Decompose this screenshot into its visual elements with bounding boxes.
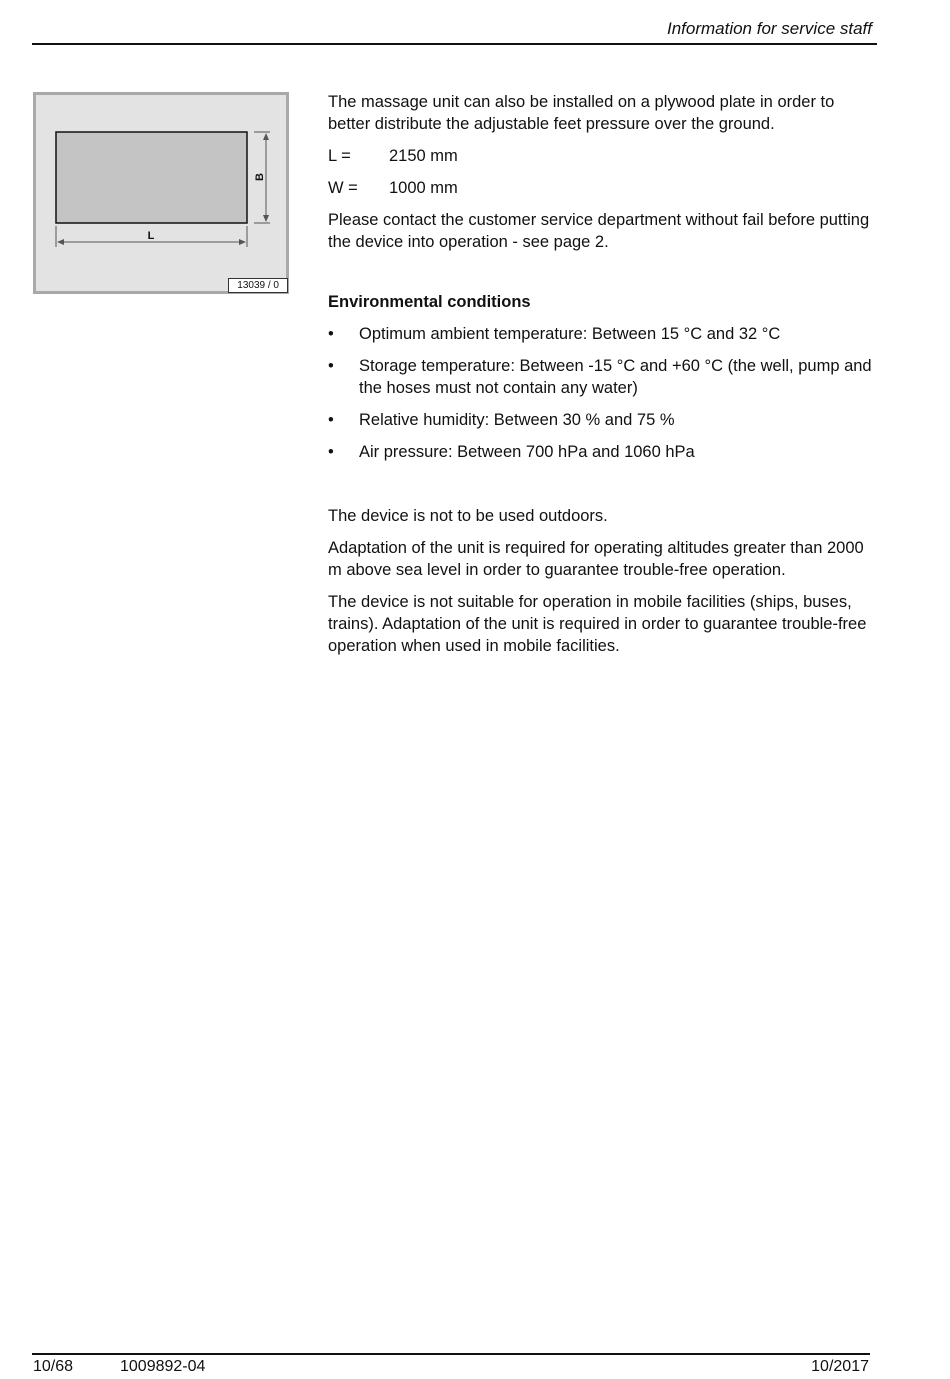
list-item: • Air pressure: Between 700 hPa and 1060 hPa [328, 441, 878, 463]
dimension-label: L = [328, 147, 351, 165]
altitude-note: Adaptation of the unit is required for operating altitudes greater than 2000 m above sea level in order to guarantee trouble-free operation. [328, 539, 864, 579]
dimension-width-row [328, 177, 878, 199]
plate-rectangle [56, 132, 247, 223]
dimension-value: 1000 mm [389, 179, 458, 197]
dimension-value: 2150 mm [389, 147, 458, 165]
header-rule [32, 43, 877, 45]
section-heading: Environmental conditions [328, 293, 531, 311]
width-dimension-label: B [254, 173, 266, 181]
dimension-length-row [328, 145, 878, 167]
mobile-facilities-note: The device is not suitable for operation in mobile facilities (ships, buses, trains). Adaptation of the unit is required in order to guarantee trouble-free operation when used in mobile facilities. [328, 593, 867, 655]
main-content [328, 91, 878, 667]
environment-list [328, 323, 878, 463]
contact-note: Please contact the customer service department without fail before putting the device into operation - see page 2. [328, 211, 870, 251]
plywood-plate-figure [33, 92, 289, 294]
document-date: 10/2017 [811, 1358, 869, 1375]
page-number: 10/68 [33, 1358, 74, 1375]
dimension-label: W = [328, 179, 358, 197]
list-item: • Optimum ambient temperature: Between 15 °C and 32 °C [328, 323, 878, 345]
intro-paragraph: The massage unit can also be installed on a plywood plate in order to better distribute the adjustable feet pressure over the ground. [328, 93, 835, 133]
figure-code: 13039 / 0 [228, 278, 288, 293]
outdoor-note: The device is not to be used outdoors. [328, 507, 608, 525]
document-number: 1009892-04 [120, 1358, 206, 1375]
plate-dimension-drawing [36, 95, 286, 291]
footer-rule [32, 1353, 870, 1355]
length-dimension-label: L [147, 230, 155, 242]
list-item: • Storage temperature: Between -15 °C and +60 °C (the well, pump and the hoses must not contain any water) [328, 355, 878, 399]
list-item: • Relative humidity: Between 30 % and 75 % [328, 409, 878, 431]
page-header-title: Information for service staff [666, 19, 872, 38]
